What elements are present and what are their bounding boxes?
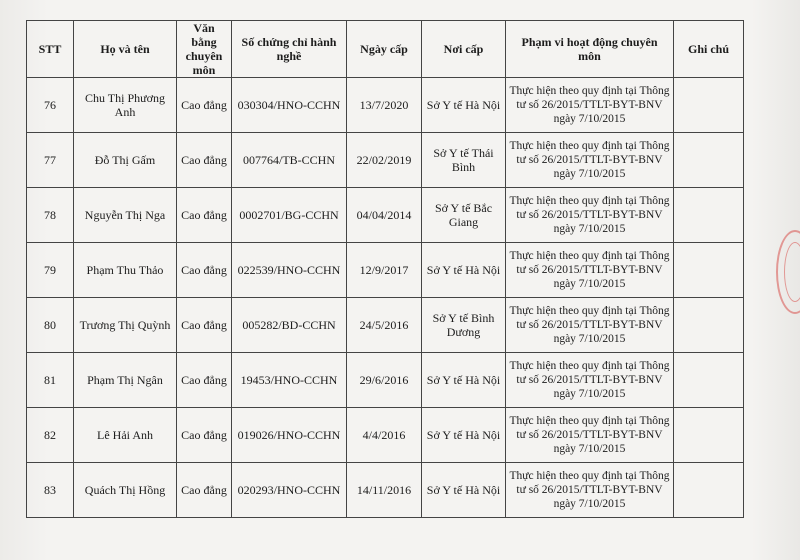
cell-scope: Thực hiện theo quy định tại Thông tư số 26/2015/TTLT-BYT-BNV ngày 7/10/2015 (506, 408, 674, 463)
cell-note (674, 188, 744, 243)
table-row (27, 78, 744, 133)
cell-issue-date: 04/04/2014 (347, 188, 422, 243)
cell-name: Lê Hải Anh (74, 408, 177, 463)
cell-name: Nguyễn Thị Nga (74, 188, 177, 243)
cell-stt: 80 (27, 298, 74, 353)
practitioner-table (26, 20, 744, 518)
cell-name: Chu Thị Phương Anh (74, 78, 177, 133)
cell-note (674, 298, 744, 353)
cell-name: Quách Thị Hồng (74, 463, 177, 518)
cell-scope: Thực hiện theo quy định tại Thông tư số 26/2015/TTLT-BYT-BNV ngày 7/10/2015 (506, 188, 674, 243)
cell-cert-number: 005282/BD-CCHN (232, 298, 347, 353)
cell-stt: 81 (27, 353, 74, 408)
cell-issued-by: Sở Y tế Bình Dương (422, 298, 506, 353)
cell-degree: Cao đẳng (177, 298, 232, 353)
cell-name: Phạm Thu Thảo (74, 243, 177, 298)
header-cert-number: Số chứng chỉ hành nghề (232, 21, 347, 78)
cell-issued-by: Sở Y tế Hà Nội (422, 78, 506, 133)
cell-issued-by: Sở Y tế Hà Nội (422, 408, 506, 463)
cell-cert-number: 020293/HNO-CCHN (232, 463, 347, 518)
cell-issued-by: Sở Y tế Hà Nội (422, 353, 506, 408)
table-row (27, 353, 744, 408)
cell-issue-date: 13/7/2020 (347, 78, 422, 133)
cell-issue-date: 22/02/2019 (347, 133, 422, 188)
header-issue-date: Ngày cấp (347, 21, 422, 78)
cell-issue-date: 12/9/2017 (347, 243, 422, 298)
cell-degree: Cao đẳng (177, 353, 232, 408)
cell-scope: Thực hiện theo quy định tại Thông tư số 26/2015/TTLT-BYT-BNV ngày 7/10/2015 (506, 133, 674, 188)
table-row (27, 188, 744, 243)
cell-degree: Cao đẳng (177, 463, 232, 518)
cell-stt: 76 (27, 78, 74, 133)
cell-cert-number: 19453/HNO-CCHN (232, 353, 347, 408)
header-degree: Văn bằng chuyên môn (177, 21, 232, 78)
cell-name: Trương Thị Quỳnh (74, 298, 177, 353)
cell-name: Đỗ Thị Gấm (74, 133, 177, 188)
cell-note (674, 243, 744, 298)
cell-issue-date: 24/5/2016 (347, 298, 422, 353)
cell-issued-by: Sở Y tế Hà Nội (422, 463, 506, 518)
cell-degree: Cao đẳng (177, 78, 232, 133)
red-stamp-edge (776, 230, 800, 314)
table-row (27, 133, 744, 188)
cell-scope: Thực hiện theo quy định tại Thông tư số 26/2015/TTLT-BYT-BNV ngày 7/10/2015 (506, 463, 674, 518)
cell-cert-number: 019026/HNO-CCHN (232, 408, 347, 463)
table-row (27, 298, 744, 353)
cell-scope: Thực hiện theo quy định tại Thông tư số 26/2015/TTLT-BYT-BNV ngày 7/10/2015 (506, 243, 674, 298)
cell-issue-date: 14/11/2016 (347, 463, 422, 518)
cell-stt: 78 (27, 188, 74, 243)
table-row (27, 243, 744, 298)
cell-cert-number: 030304/HNO-CCHN (232, 78, 347, 133)
cell-cert-number: 022539/HNO-CCHN (232, 243, 347, 298)
cell-stt: 83 (27, 463, 74, 518)
table-row (27, 408, 744, 463)
cell-stt: 82 (27, 408, 74, 463)
cell-degree: Cao đẳng (177, 243, 232, 298)
cell-issued-by: Sở Y tế Thái Bình (422, 133, 506, 188)
cell-degree: Cao đẳng (177, 133, 232, 188)
cell-issued-by: Sở Y tế Hà Nội (422, 243, 506, 298)
header-stt: STT (27, 21, 74, 78)
cell-name: Phạm Thị Ngân (74, 353, 177, 408)
cell-note (674, 408, 744, 463)
cell-scope: Thực hiện theo quy định tại Thông tư số 26/2015/TTLT-BYT-BNV ngày 7/10/2015 (506, 353, 674, 408)
cell-note (674, 463, 744, 518)
cell-degree: Cao đẳng (177, 408, 232, 463)
cell-degree: Cao đẳng (177, 188, 232, 243)
cell-note (674, 353, 744, 408)
cell-cert-number: 007764/TB-CCHN (232, 133, 347, 188)
table-row (27, 463, 744, 518)
header-scope: Phạm vi hoạt động chuyên môn (506, 21, 674, 78)
header-note: Ghi chú (674, 21, 744, 78)
header-name: Họ và tên (74, 21, 177, 78)
cell-scope: Thực hiện theo quy định tại Thông tư số 26/2015/TTLT-BYT-BNV ngày 7/10/2015 (506, 298, 674, 353)
cell-scope: Thực hiện theo quy định tại Thông tư số 26/2015/TTLT-BYT-BNV ngày 7/10/2015 (506, 78, 674, 133)
cell-stt: 79 (27, 243, 74, 298)
header-issued-by: Nơi cấp (422, 21, 506, 78)
cell-cert-number: 0002701/BG-CCHN (232, 188, 347, 243)
cell-note (674, 78, 744, 133)
cell-issue-date: 4/4/2016 (347, 408, 422, 463)
cell-issued-by: Sở Y tế Bắc Giang (422, 188, 506, 243)
table-header-row (27, 21, 744, 78)
cell-issue-date: 29/6/2016 (347, 353, 422, 408)
cell-stt: 77 (27, 133, 74, 188)
cell-note (674, 133, 744, 188)
